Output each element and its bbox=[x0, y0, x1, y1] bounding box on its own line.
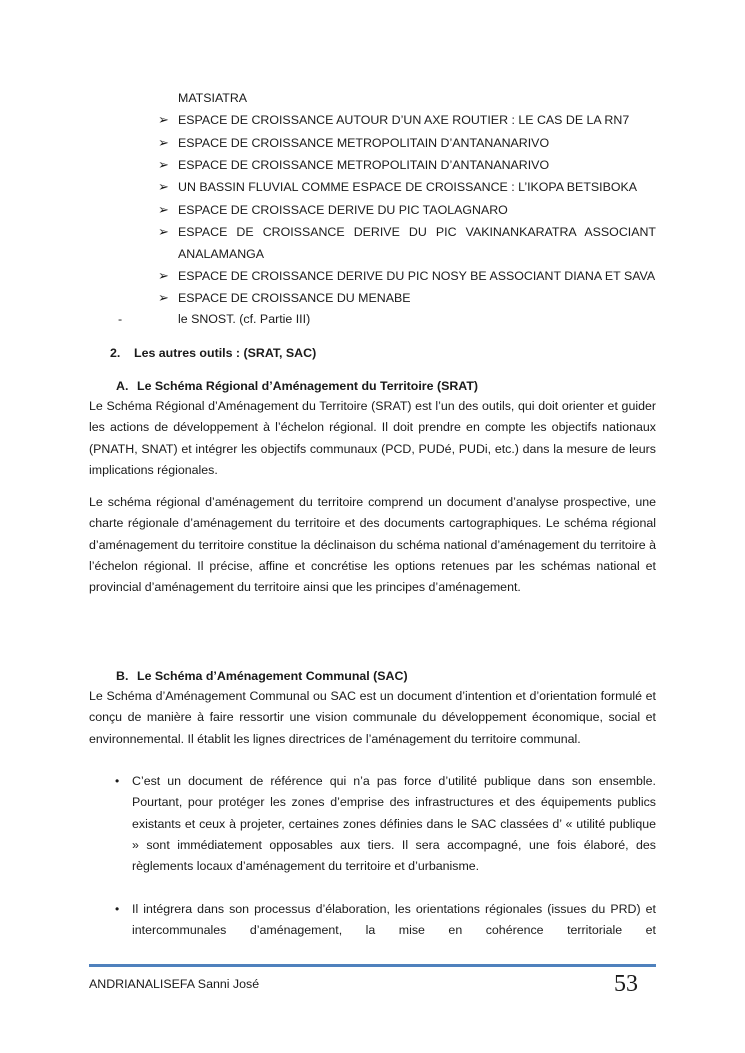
arrow-bullet-icon: ➢ bbox=[158, 290, 169, 305]
bullet-dot-icon: • bbox=[115, 774, 120, 788]
arrow-bullet-icon: ➢ bbox=[158, 157, 169, 172]
section-2-heading bbox=[110, 345, 316, 361]
arrow-bullet-icon: ➢ bbox=[158, 202, 169, 217]
arrow-bullet-icon: ➢ bbox=[158, 112, 169, 127]
list-item-text: ESPACE DE CROISSANCE METROPOLITAIN D’ANTANANARIVO bbox=[178, 158, 550, 172]
sac-bullet-text: C’est un document de référence qui n’a pas force d’utilité publique dans son ensemble. Pourtant, pour protéger les zones d’emprise des infrastructures et des équipements publics existants et ceux à projeter, certaines zones définies dans le SAC classées d’ « utilité publique » sont immédiatement opposables aux tiers. Il sera accompagné, une fois élaboré, des règlements locaux d’aménagement du territoire et d’urbanisme. bbox=[132, 774, 656, 874]
arrow-bullet-icon: ➢ bbox=[158, 224, 169, 239]
section-2-number: 2. bbox=[110, 346, 121, 360]
list-item-text: ESPACE DE CROISSANCE METROPOLITAIN D’ANTANANARIVO bbox=[178, 136, 550, 150]
list-item bbox=[158, 176, 656, 198]
list-item bbox=[158, 109, 656, 131]
section-a-title: Le Schéma Régional d’Aménagement du Territoire (SRAT) bbox=[137, 379, 479, 393]
arrow-bullet-icon: ➢ bbox=[158, 179, 169, 194]
dash-bullet-icon: - bbox=[118, 312, 123, 326]
srat-paragraph-1: Le Schéma Régional d’Aménagement du Territoire (SRAT) est l’un des outils, qui doit orienter et guider les actions de développement à l’échelon régional. Il doit prendre en compte les objectifs nationaux (PNATH, SNAT) et intégrer les objectifs communaux (PCD, PUDé, PUDi, etc.) dans la mesure de leurs implications régionales. bbox=[89, 399, 656, 477]
list-item-text: ESPACE DE CROISSANCE DERIVE DU PIC NOSY BE ASSOCIANT DIANA ET SAVA bbox=[178, 269, 656, 283]
list-item-text: ESPACE DE CROISSANCE DERIVE DU PIC VAKINANKARATRA ASSOCIANT ANALAMANGA bbox=[178, 225, 656, 261]
sac-paragraph: Le Schéma d’Aménagement Communal ou SAC est un document d’intention et d’orientation formulé et conçu de manière à faire ressortir une vision communale du développement économique, social et environnemental. Il établit les lignes directrices de l’aménagement du territoire communal. bbox=[89, 689, 656, 746]
list-item-text: ESPACE DE CROISSANCE DU MENABE bbox=[178, 291, 411, 305]
page-number: 53 bbox=[614, 971, 638, 997]
list-item bbox=[158, 265, 656, 287]
list-item bbox=[158, 199, 656, 221]
bullet-dot-icon: • bbox=[115, 902, 120, 916]
section-b-title: Le Schéma d’Aménagement Communal (SAC) bbox=[137, 669, 408, 683]
sac-bullet-item bbox=[115, 899, 656, 942]
footer-author: ANDRIANALISEFA Sanni José bbox=[89, 977, 260, 991]
list-item bbox=[158, 287, 656, 309]
arrow-bullet-icon: ➢ bbox=[158, 135, 169, 150]
dash-list-item-text: le SNOST. (cf. Partie III) bbox=[178, 312, 311, 326]
list-item bbox=[158, 132, 656, 154]
list-item bbox=[158, 221, 656, 265]
list-item-text: UN BASSIN FLUVIAL COMME ESPACE DE CROISSANCE : L’IKOPA BETSIBOKA bbox=[178, 180, 638, 194]
footer-rule bbox=[89, 964, 656, 967]
srat-paragraph-2: Le schéma régional d’aménagement du territoire comprend un document d’analyse prospective, une charte régionale d’aménagement du territoire et des documents cartographiques. Le schéma régional d’aménagement du territoire constitue la déclinaison du schéma national d’aménagement du territoire à l’échelon régional. Il précise, affine et concrétise les options retenues par les schémas national et provincial d’aménagement du territoire ainsi que les principes d’aménagement. bbox=[89, 495, 656, 595]
section-b-letter: B. bbox=[116, 669, 129, 683]
arrow-bullet-icon: ➢ bbox=[158, 268, 169, 283]
section-2-title: Les autres outils : (SRAT, SAC) bbox=[134, 346, 317, 360]
list-item-text: ESPACE DE CROISSANCE AUTOUR D’UN AXE ROUTIER : LE CAS DE LA RN7 bbox=[178, 113, 630, 127]
list-item bbox=[158, 154, 656, 176]
sac-bullet-item bbox=[115, 771, 656, 877]
sac-bullet-text: Il intégrera dans son processus d’élaboration, les orientations régionales (issues du PRD) et intercommunales d’aménagement, la mise en cohérence territoriale et bbox=[132, 902, 656, 938]
section-a-letter: A. bbox=[116, 379, 129, 393]
section-a-heading bbox=[116, 378, 478, 394]
list-continuation-text: MATSIATRA bbox=[178, 91, 248, 105]
section-b-heading bbox=[116, 668, 408, 684]
list-item-text: ESPACE DE CROISSACE DERIVE DU PIC TAOLAGNARO bbox=[178, 203, 508, 217]
